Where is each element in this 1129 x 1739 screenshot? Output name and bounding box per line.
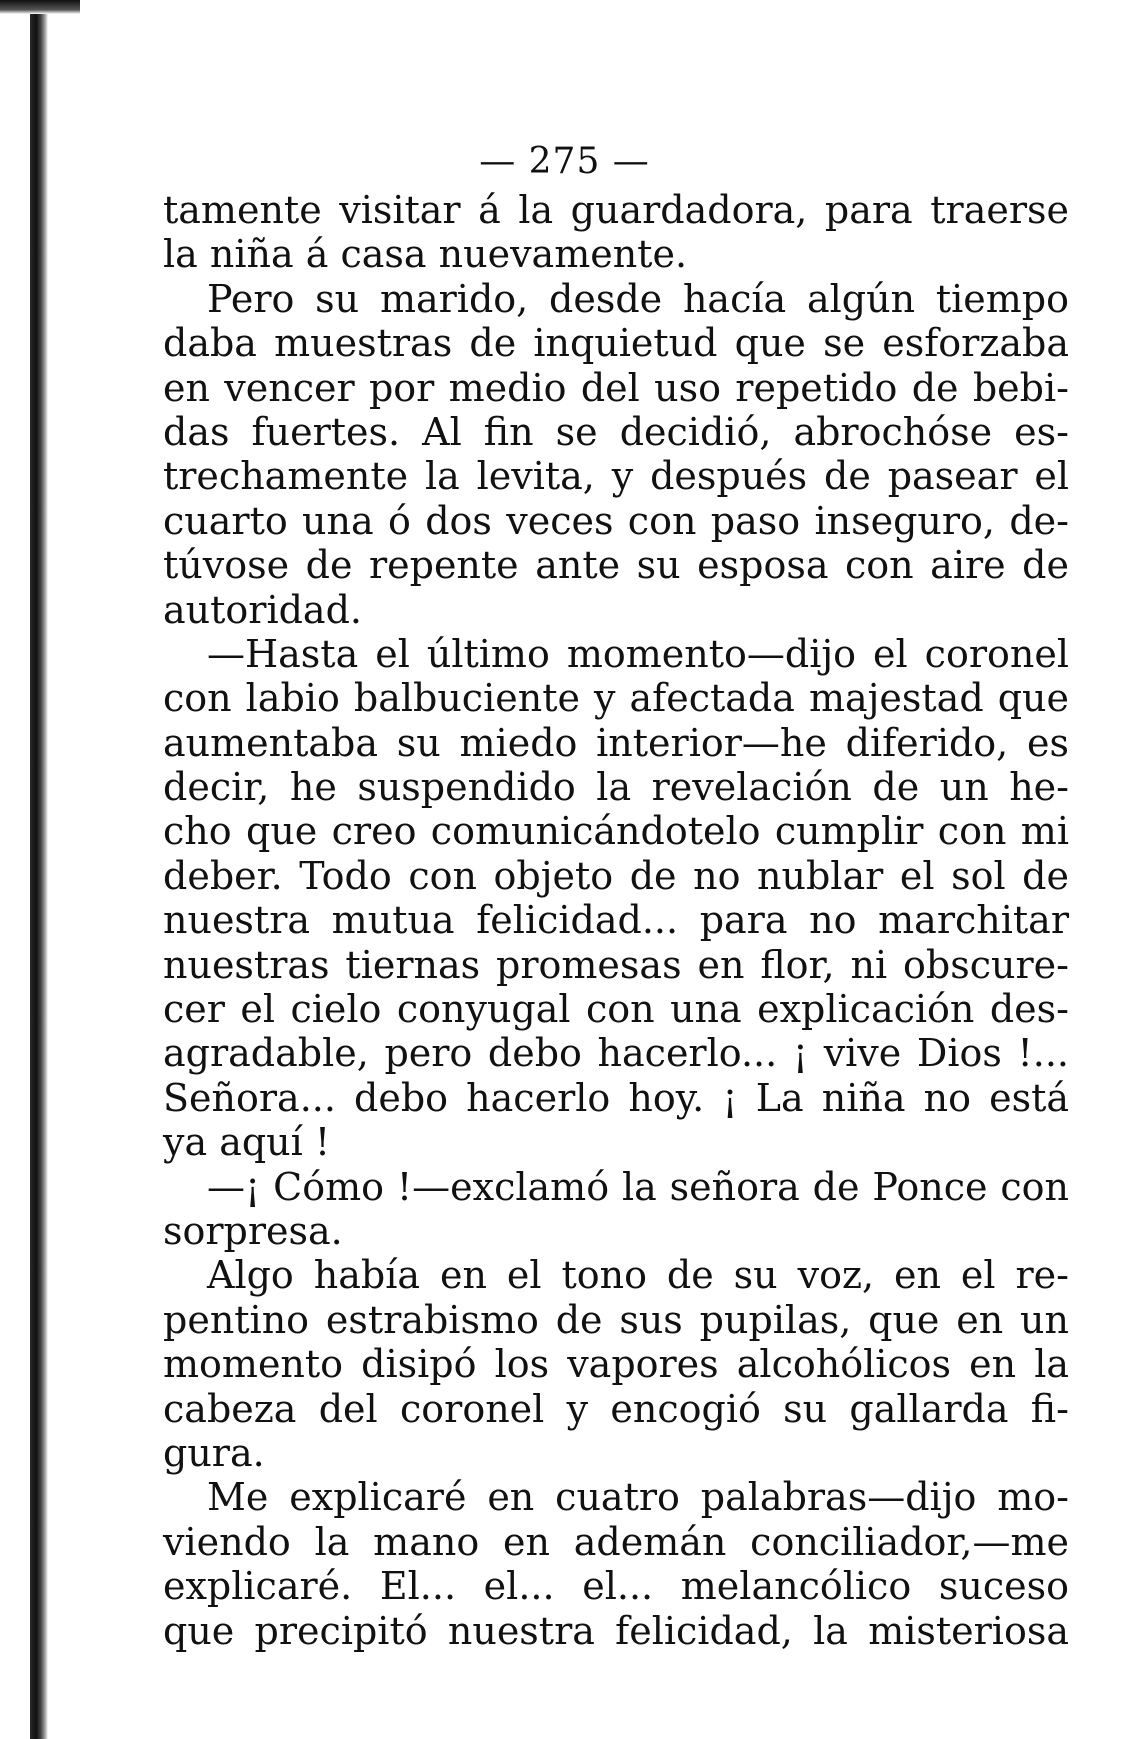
text-line: cer el cielo conyugal con una explicación des- xyxy=(163,987,1069,1032)
text-line: nuestra mutua felicidad... para no marchitar xyxy=(163,898,1069,943)
body-text xyxy=(163,188,1069,1653)
book-gutter-shadow xyxy=(30,0,48,1739)
text-line: Pero su marido, desde hacía algún tiempo xyxy=(207,276,1069,321)
text-line: cho que creo comunicándotelo cumplir con mi xyxy=(163,809,1069,854)
text-line: das fuertes. Al fin se decidió, abrochóse es- xyxy=(163,409,1069,454)
text-line: Señora... debo hacerlo hoy. ¡ La niña no está xyxy=(163,1075,1069,1120)
text-line: cuarto una ó dos veces con paso inseguro, de- xyxy=(163,498,1069,543)
text-line: —¡ Cómo !—exclamó la señora de Ponce con xyxy=(207,1164,1069,1209)
text-line: trechamente la levita, y después de pasear el xyxy=(163,454,1069,499)
text-line: ya aquí ! xyxy=(163,1120,331,1165)
text-line: en vencer por medio del uso repetido de bebi- xyxy=(163,365,1069,410)
page-number: — 275 — xyxy=(479,141,650,182)
text-line: momento disipó los vapores alcohólicos en la xyxy=(163,1342,1069,1387)
text-line: pentino estrabismo de sus pupilas, que en un xyxy=(163,1297,1069,1342)
text-line: nuestras tiernas promesas en flor, ni obscure- xyxy=(163,942,1069,987)
text-line: explicaré. El... el... el... melancólico suceso xyxy=(163,1564,1069,1609)
text-line: sorpresa. xyxy=(163,1208,343,1253)
text-line: túvose de repente ante su esposa con aire de xyxy=(163,543,1069,588)
text-line: —Hasta el último momento—dijo el coronel xyxy=(207,631,1069,676)
text-line: con labio balbuciente y afectada majestad que xyxy=(163,676,1069,721)
text-line: aumentaba su miedo interior—he diferido, es xyxy=(163,720,1069,765)
text-line: autoridad. xyxy=(163,587,362,632)
text-line: daba muestras de inquietud que se esforzaba xyxy=(163,321,1069,366)
text-line: gura. xyxy=(163,1430,265,1475)
text-line: decir, he suspendido la revelación de un he- xyxy=(163,765,1069,810)
text-line: viendo la mano en ademán conciliador,—me xyxy=(163,1519,1069,1564)
text-line: Algo había en el tono de su voz, en el re- xyxy=(207,1253,1069,1298)
text-line: Me explicaré en cuatro palabras—dijo mo- xyxy=(207,1475,1069,1520)
text-line: tamente visitar á la guardadora, para traerse xyxy=(163,188,1069,232)
text-line: deber. Todo con objeto de no nublar el sol de xyxy=(163,853,1069,898)
text-line: que precipitó nuestra felicidad, la misteriosa xyxy=(163,1608,1069,1653)
text-line: la niña á casa nuevamente. xyxy=(163,232,688,277)
book-gutter-top-flare xyxy=(0,0,80,14)
text-line: cabeza del coronel y encogió su gallarda fi- xyxy=(163,1386,1069,1431)
text-line: agradable, pero debo hacerlo... ¡ vive Dios !... xyxy=(163,1031,1069,1076)
